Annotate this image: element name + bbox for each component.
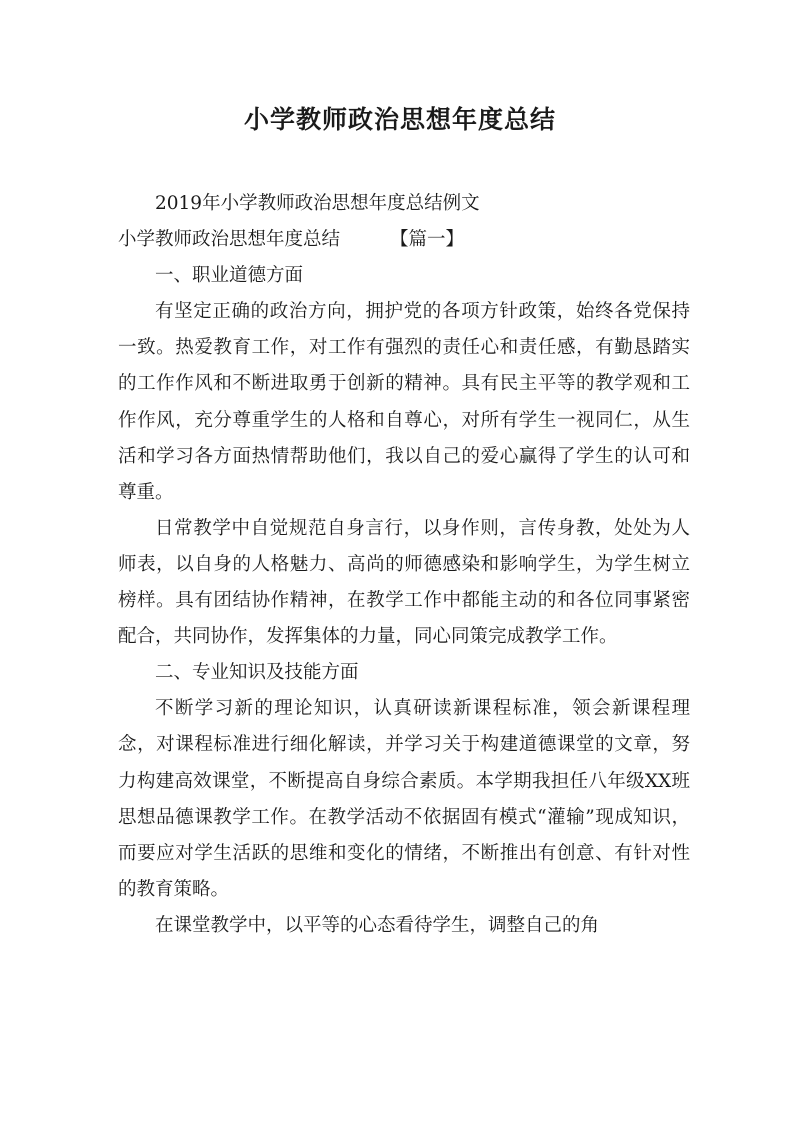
subtitle-line <box>118 222 690 258</box>
document-body <box>118 186 690 944</box>
section-heading-1: 一、职业道德方面 <box>155 265 304 287</box>
part-tag: 【篇一】 <box>390 229 465 251</box>
section-heading-2: 二、专业知识及技能方面 <box>155 662 359 684</box>
document-title: 小学教师政治思想年度总结 <box>243 105 556 134</box>
paragraph-1: 有坚定正确的政治方向，拥护党的各项方针政策，始终各党保持一致。热爱教育工作，对工作有强烈的责任心和责任感，有勤恳踏实的工作作风和不断进取勇于创新的精神。具有民主平等的教学观和工作作风，充分尊重学生的人格和自尊心，对所有学生一视同仁，从生活和学习各方面热情帮助他们，我以自己的爱心赢得了学生的认可和尊重。 <box>118 301 690 503</box>
paragraph-3: 不断学习新的理论知识，认真研读新课程标准，领会新课程理念，对课程标准进行细化解读，并学习关于构建道德课堂的文章，努力构建高效课堂，不断提高自身综合素质。本学期我担任八年级XX班思想品德课教学工作。在教学活动不依据固有模式“灌输”现成知识，而要应对学生活跃的思维和变化的情绪，不断推出有创意、有针对性的教育策略。 <box>118 698 690 900</box>
paragraph-2: 日常教学中自觉规范自身言行，以身作则，言传身教，处处为人师表，以自身的人格魅力、高尚的师德感染和影响学生，为学生树立榜样。具有团结协作精神，在教学工作中都能主动的和各位同事紧密配合，共同协作，发挥集体的力量，同心同策完成教学工作。 <box>118 517 690 648</box>
subtitle-text: 小学教师政治思想年度总结 <box>118 229 341 251</box>
intro-line: 2019年小学教师政治思想年度总结例文 <box>155 193 480 214</box>
paragraph-4: 在课堂教学中，以平等的心态看待学生，调整自己的角 <box>155 914 600 936</box>
